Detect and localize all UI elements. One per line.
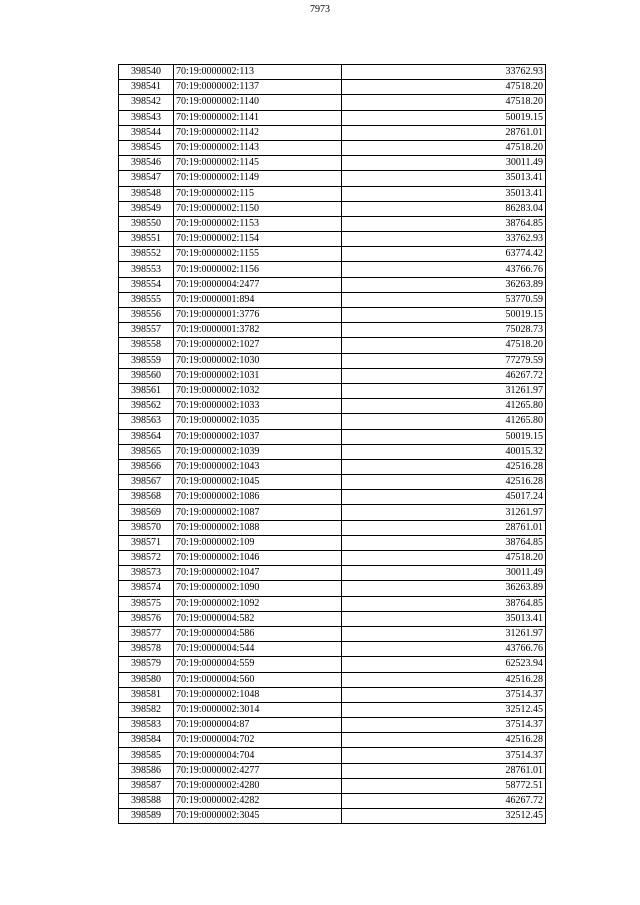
- cadastral-number-cell: 70:19:0000002:1047: [174, 566, 342, 581]
- table-row: [119, 323, 546, 338]
- cadastral-number-cell: 70:19:0000002:1048: [174, 687, 342, 702]
- cadastral-number-cell: 70:19:0000002:1141: [174, 110, 342, 125]
- row-id-cell: 398550: [119, 216, 174, 231]
- row-id-cell: 398572: [119, 551, 174, 566]
- value-cell: 47518.20: [342, 95, 546, 110]
- table-row: [119, 110, 546, 125]
- table-row: [119, 140, 546, 155]
- value-cell: 30011.49: [342, 156, 546, 171]
- cadastral-number-cell: 70:19:0000002:1043: [174, 459, 342, 474]
- row-id-cell: 398558: [119, 338, 174, 353]
- cadastral-number-cell: 70:19:0000002:1154: [174, 232, 342, 247]
- table-row: [119, 247, 546, 262]
- row-id-cell: 398570: [119, 520, 174, 535]
- row-id-cell: 398577: [119, 626, 174, 641]
- value-cell: 33762.93: [342, 65, 546, 80]
- row-id-cell: 398583: [119, 718, 174, 733]
- cadastral-number-cell: 70:19:0000002:113: [174, 65, 342, 80]
- row-id-cell: 398579: [119, 657, 174, 672]
- table-row: [119, 262, 546, 277]
- table-row: [119, 216, 546, 231]
- table-row: [119, 338, 546, 353]
- value-cell: 32512.45: [342, 702, 546, 717]
- value-cell: 40015.32: [342, 444, 546, 459]
- table-row: [119, 414, 546, 429]
- value-cell: 42516.28: [342, 459, 546, 474]
- table-row: [119, 505, 546, 520]
- table-row: [119, 642, 546, 657]
- value-cell: 41265.80: [342, 399, 546, 414]
- cadastral-number-cell: 70:19:0000002:1145: [174, 156, 342, 171]
- cadastral-number-cell: 70:19:0000002:1149: [174, 171, 342, 186]
- row-id-cell: 398551: [119, 232, 174, 247]
- cadastral-number-cell: 70:19:0000004:582: [174, 611, 342, 626]
- page-number: 7973: [310, 4, 330, 15]
- cadastral-number-cell: 70:19:0000002:1032: [174, 383, 342, 398]
- row-id-cell: 398544: [119, 125, 174, 140]
- value-cell: 37514.37: [342, 748, 546, 763]
- row-id-cell: 398549: [119, 201, 174, 216]
- row-id-cell: 398567: [119, 475, 174, 490]
- row-id-cell: 398545: [119, 140, 174, 155]
- value-cell: 38764.85: [342, 596, 546, 611]
- table-row: [119, 186, 546, 201]
- table-row: [119, 308, 546, 323]
- value-cell: 46267.72: [342, 794, 546, 809]
- cadastral-number-cell: 70:19:0000002:1153: [174, 216, 342, 231]
- cadastral-number-cell: 70:19:0000002:4282: [174, 794, 342, 809]
- table-row: [119, 475, 546, 490]
- row-id-cell: 398542: [119, 95, 174, 110]
- value-cell: 35013.41: [342, 186, 546, 201]
- cadastral-number-cell: 70:19:0000002:1150: [174, 201, 342, 216]
- table-row: [119, 611, 546, 626]
- table-row: [119, 490, 546, 505]
- value-cell: 42516.28: [342, 733, 546, 748]
- cadastral-number-cell: 70:19:0000002:1140: [174, 95, 342, 110]
- table-row: [119, 626, 546, 641]
- cadastral-number-cell: 70:19:0000002:1033: [174, 399, 342, 414]
- row-id-cell: 398548: [119, 186, 174, 201]
- row-id-cell: 398576: [119, 611, 174, 626]
- value-cell: 63774.42: [342, 247, 546, 262]
- table-row: [119, 171, 546, 186]
- table-row: [119, 459, 546, 474]
- value-cell: 36263.89: [342, 277, 546, 292]
- value-cell: 75028.73: [342, 323, 546, 338]
- table-row: [119, 596, 546, 611]
- value-cell: 42516.28: [342, 672, 546, 687]
- table-row: [119, 733, 546, 748]
- value-cell: 58772.51: [342, 778, 546, 793]
- value-cell: 28761.01: [342, 520, 546, 535]
- value-cell: 47518.20: [342, 140, 546, 155]
- row-id-cell: 398557: [119, 323, 174, 338]
- cadastral-number-cell: 70:19:0000004:2477: [174, 277, 342, 292]
- table-row: [119, 368, 546, 383]
- table-row: [119, 763, 546, 778]
- row-id-cell: 398589: [119, 809, 174, 824]
- row-id-cell: 398571: [119, 535, 174, 550]
- table-row: [119, 581, 546, 596]
- table-row: [119, 232, 546, 247]
- row-id-cell: 398546: [119, 156, 174, 171]
- cadastral-number-cell: 70:19:0000001:3782: [174, 323, 342, 338]
- value-cell: 50019.15: [342, 308, 546, 323]
- value-cell: 53770.59: [342, 292, 546, 307]
- value-cell: 37514.37: [342, 687, 546, 702]
- table-row: [119, 551, 546, 566]
- table-row: [119, 399, 546, 414]
- table-row: [119, 748, 546, 763]
- cadastral-number-cell: 70:19:0000001:3776: [174, 308, 342, 323]
- value-cell: 46267.72: [342, 368, 546, 383]
- value-cell: 31261.97: [342, 505, 546, 520]
- value-cell: 28761.01: [342, 763, 546, 778]
- cadastral-number-cell: 70:19:0000004:704: [174, 748, 342, 763]
- table-row: [119, 809, 546, 824]
- value-cell: 47518.20: [342, 551, 546, 566]
- row-id-cell: 398586: [119, 763, 174, 778]
- row-id-cell: 398588: [119, 794, 174, 809]
- value-cell: 50019.15: [342, 110, 546, 125]
- table-row: [119, 520, 546, 535]
- row-id-cell: 398574: [119, 581, 174, 596]
- table-row: [119, 80, 546, 95]
- cadastral-number-cell: 70:19:0000004:87: [174, 718, 342, 733]
- table-body: [119, 65, 546, 824]
- row-id-cell: 398569: [119, 505, 174, 520]
- value-cell: 77279.59: [342, 353, 546, 368]
- table-row: [119, 687, 546, 702]
- row-id-cell: 398560: [119, 368, 174, 383]
- value-cell: 31261.97: [342, 383, 546, 398]
- cadastral-number-cell: 70:19:0000002:3014: [174, 702, 342, 717]
- row-id-cell: 398547: [119, 171, 174, 186]
- value-cell: 47518.20: [342, 80, 546, 95]
- cadastral-number-cell: 70:19:0000002:1030: [174, 353, 342, 368]
- table-row: [119, 201, 546, 216]
- table-row: [119, 657, 546, 672]
- row-id-cell: 398541: [119, 80, 174, 95]
- table-row: [119, 444, 546, 459]
- row-id-cell: 398553: [119, 262, 174, 277]
- cadastral-number-cell: 70:19:0000002:1039: [174, 444, 342, 459]
- row-id-cell: 398561: [119, 383, 174, 398]
- table-row: [119, 794, 546, 809]
- cadastral-number-cell: 70:19:0000002:109: [174, 535, 342, 550]
- row-id-cell: 398565: [119, 444, 174, 459]
- table-row: [119, 778, 546, 793]
- cadastral-number-cell: 70:19:0000002:1137: [174, 80, 342, 95]
- row-id-cell: 398584: [119, 733, 174, 748]
- cadastral-number-cell: 70:19:0000002:1092: [174, 596, 342, 611]
- table-row: [119, 429, 546, 444]
- cadastral-number-cell: 70:19:0000002:1156: [174, 262, 342, 277]
- value-cell: 38764.85: [342, 535, 546, 550]
- row-id-cell: 398562: [119, 399, 174, 414]
- cadastral-number-cell: 70:19:0000002:4280: [174, 778, 342, 793]
- value-cell: 37514.37: [342, 718, 546, 733]
- table-row: [119, 95, 546, 110]
- table-row: [119, 566, 546, 581]
- value-cell: 42516.28: [342, 475, 546, 490]
- value-cell: 28761.01: [342, 125, 546, 140]
- row-id-cell: 398563: [119, 414, 174, 429]
- table-row: [119, 156, 546, 171]
- value-cell: 32512.45: [342, 809, 546, 824]
- cadastral-number-cell: 70:19:0000002:1142: [174, 125, 342, 140]
- cadastral-number-cell: 70:19:0000002:1086: [174, 490, 342, 505]
- value-cell: 50019.15: [342, 429, 546, 444]
- value-cell: 31261.97: [342, 626, 546, 641]
- table-row: [119, 353, 546, 368]
- row-id-cell: 398552: [119, 247, 174, 262]
- cadastral-number-cell: 70:19:0000002:1045: [174, 475, 342, 490]
- cadastral-number-cell: 70:19:0000004:702: [174, 733, 342, 748]
- value-cell: 41265.80: [342, 414, 546, 429]
- row-id-cell: 398559: [119, 353, 174, 368]
- row-id-cell: 398582: [119, 702, 174, 717]
- cadastral-number-cell: 70:19:0000002:1027: [174, 338, 342, 353]
- value-cell: 33762.93: [342, 232, 546, 247]
- table-row: [119, 277, 546, 292]
- value-cell: 62523.94: [342, 657, 546, 672]
- value-cell: 35013.41: [342, 171, 546, 186]
- cadastral-number-cell: 70:19:0000002:1035: [174, 414, 342, 429]
- value-cell: 43766.76: [342, 642, 546, 657]
- value-cell: 30011.49: [342, 566, 546, 581]
- cadastral-number-cell: 70:19:0000001:894: [174, 292, 342, 307]
- cadastral-number-cell: 70:19:0000002:1090: [174, 581, 342, 596]
- table-row: [119, 65, 546, 80]
- cadastral-number-cell: 70:19:0000002:1143: [174, 140, 342, 155]
- row-id-cell: 398564: [119, 429, 174, 444]
- cadastral-number-cell: 70:19:0000002:1037: [174, 429, 342, 444]
- row-id-cell: 398555: [119, 292, 174, 307]
- value-cell: 86283.04: [342, 201, 546, 216]
- cadastral-number-cell: 70:19:0000002:1046: [174, 551, 342, 566]
- row-id-cell: 398543: [119, 110, 174, 125]
- cadastral-table: [118, 64, 546, 824]
- table-row: [119, 718, 546, 733]
- table-row: [119, 702, 546, 717]
- table-row: [119, 535, 546, 550]
- row-id-cell: 398568: [119, 490, 174, 505]
- row-id-cell: 398585: [119, 748, 174, 763]
- cadastral-number-cell: 70:19:0000002:1088: [174, 520, 342, 535]
- row-id-cell: 398587: [119, 778, 174, 793]
- row-id-cell: 398575: [119, 596, 174, 611]
- value-cell: 45017.24: [342, 490, 546, 505]
- table-row: [119, 292, 546, 307]
- row-id-cell: 398573: [119, 566, 174, 581]
- row-id-cell: 398578: [119, 642, 174, 657]
- cadastral-number-cell: 70:19:0000004:544: [174, 642, 342, 657]
- row-id-cell: 398554: [119, 277, 174, 292]
- table-row: [119, 125, 546, 140]
- value-cell: 36263.89: [342, 581, 546, 596]
- value-cell: 38764.85: [342, 216, 546, 231]
- cadastral-number-cell: 70:19:0000004:559: [174, 657, 342, 672]
- row-id-cell: 398580: [119, 672, 174, 687]
- row-id-cell: 398581: [119, 687, 174, 702]
- value-cell: 47518.20: [342, 338, 546, 353]
- table-row: [119, 672, 546, 687]
- cadastral-number-cell: 70:19:0000002:1155: [174, 247, 342, 262]
- cadastral-number-cell: 70:19:0000002:1087: [174, 505, 342, 520]
- value-cell: 35013.41: [342, 611, 546, 626]
- table-row: [119, 383, 546, 398]
- row-id-cell: 398556: [119, 308, 174, 323]
- cadastral-number-cell: 70:19:0000002:3045: [174, 809, 342, 824]
- cadastral-number-cell: 70:19:0000002:1031: [174, 368, 342, 383]
- row-id-cell: 398566: [119, 459, 174, 474]
- row-id-cell: 398540: [119, 65, 174, 80]
- cadastral-number-cell: 70:19:0000002:4277: [174, 763, 342, 778]
- value-cell: 43766.76: [342, 262, 546, 277]
- cadastral-number-cell: 70:19:0000004:560: [174, 672, 342, 687]
- cadastral-number-cell: 70:19:0000002:115: [174, 186, 342, 201]
- cadastral-number-cell: 70:19:0000004:586: [174, 626, 342, 641]
